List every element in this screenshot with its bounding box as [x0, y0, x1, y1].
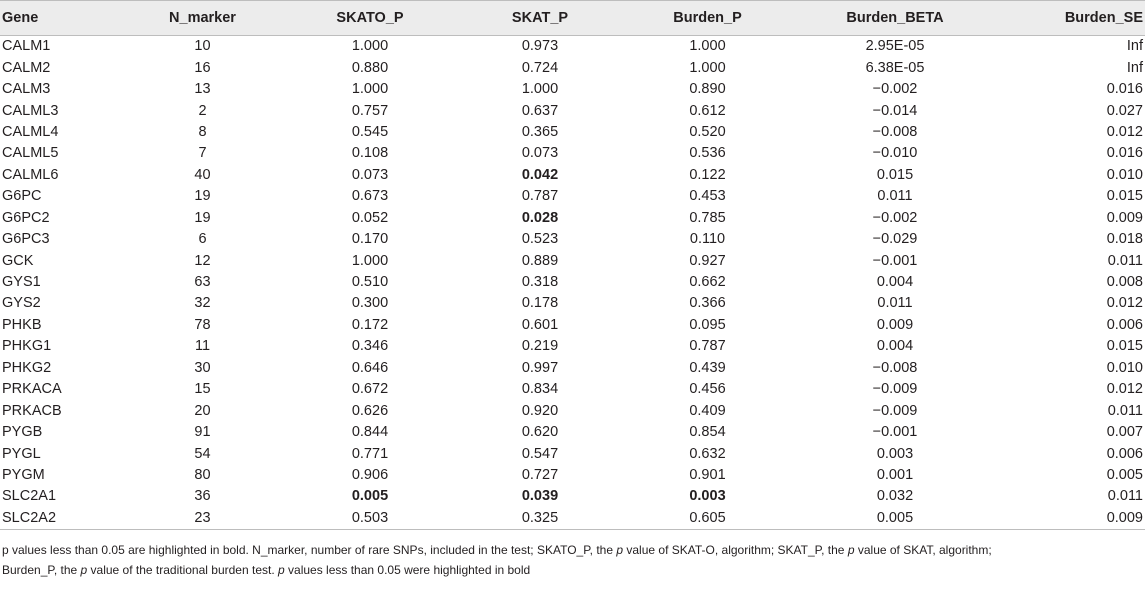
- cell-burden-se: 0.015: [1106, 188, 1143, 205]
- cell-skato-p: 1.000: [351, 38, 389, 55]
- table-row: [0, 336, 1145, 357]
- footnote-text-3: value of SKAT, algorithm;: [854, 543, 992, 557]
- cell-n-marker: 30: [194, 359, 211, 376]
- cell-skat-p: 0.318: [521, 274, 559, 291]
- table-row: [0, 186, 1145, 207]
- cell-skato-p: 0.346: [351, 338, 389, 355]
- cell-burden-beta: 0.003: [876, 445, 914, 462]
- footnote-p-italic-1: p: [616, 543, 624, 557]
- column-header-n-marker: N_marker: [120, 1, 285, 36]
- column-header-burden-beta: Burden_BETA: [790, 1, 1000, 36]
- cell-skato-p: 0.510: [351, 274, 389, 291]
- cell-burden-beta: 0.004: [876, 338, 914, 355]
- cell-burden-beta: 2.95E-05: [865, 38, 925, 55]
- cell-skato-p: 0.108: [351, 145, 389, 162]
- cell-skat-p: 0.920: [521, 402, 559, 419]
- cell-skat-p: 0.637: [521, 102, 559, 119]
- cell-burden-beta: 0.001: [876, 466, 914, 483]
- cell-burden-se: Inf: [1126, 59, 1143, 76]
- cell-n-marker: 36: [194, 488, 211, 505]
- cell-gene: CALM3: [2, 81, 51, 98]
- cell-n-marker: 13: [194, 81, 211, 98]
- cell-burden-se: 0.011: [1107, 488, 1143, 505]
- cell-burden-se: 0.010: [1106, 166, 1143, 183]
- cell-skato-p: 0.073: [351, 166, 389, 183]
- cell-skat-p: 0.620: [521, 424, 559, 441]
- cell-gene: CALML6: [2, 166, 59, 183]
- cell-gene: CALML4: [2, 123, 59, 140]
- cell-burden-p: 0.453: [689, 188, 726, 205]
- table-row: [0, 379, 1145, 400]
- cell-skat-p: 0.973: [521, 38, 559, 55]
- cell-burden-se: 0.012: [1106, 123, 1143, 140]
- table-row: [0, 400, 1145, 421]
- cell-n-marker: 19: [194, 188, 211, 205]
- cell-burden-se: 0.016: [1106, 145, 1143, 162]
- cell-n-marker: 2: [198, 102, 207, 119]
- cell-burden-se: 0.009: [1000, 508, 1145, 530]
- cell-n-marker: 8: [198, 123, 207, 140]
- table-body: [0, 36, 1145, 530]
- cell-skat-p: 0.889: [521, 252, 559, 269]
- cell-gene: G6PC2: [2, 209, 50, 226]
- cell-skato-p: 0.052: [351, 209, 389, 226]
- cell-burden-beta: 0.004: [876, 274, 914, 291]
- cell-gene: PRKACA: [2, 381, 62, 398]
- cell-gene: CALM2: [2, 59, 51, 76]
- cell-burden-se: 0.006: [1106, 445, 1143, 462]
- cell-burden-beta: −0.009: [872, 381, 918, 398]
- cell-n-marker: 40: [194, 166, 211, 183]
- cell-skato-p: 1.000: [351, 81, 389, 98]
- cell-skat-p: 0.178: [521, 295, 559, 312]
- cell-gene: PYGB: [2, 424, 43, 441]
- cell-burden-se: 0.009: [1106, 209, 1143, 226]
- cell-skato-p: 0.673: [351, 188, 389, 205]
- cell-gene: PHKB: [2, 316, 42, 333]
- column-header-skat-p: SKAT_P: [455, 1, 625, 36]
- cell-burden-beta: 0.032: [876, 488, 914, 505]
- cell-burden-beta: −0.008: [872, 123, 918, 140]
- cell-burden-p: 0.890: [689, 81, 726, 98]
- footnote-p-italic-3: p: [80, 563, 88, 577]
- cell-burden-se: 0.005: [1106, 466, 1143, 483]
- cell-skato-p: 0.771: [351, 445, 389, 462]
- cell-burden-se: 0.018: [1106, 231, 1143, 248]
- cell-burden-beta: −0.001: [872, 424, 918, 441]
- cell-burden-p: 0.662: [689, 274, 726, 291]
- cell-burden-se: 0.010: [1106, 359, 1143, 376]
- cell-skat-p: 0.523: [521, 231, 559, 248]
- cell-skat-p: 0.727: [521, 466, 559, 483]
- cell-skat-p: 0.601: [521, 316, 559, 333]
- column-header-gene: Gene: [0, 1, 120, 36]
- table-footnote: [2, 540, 1142, 580]
- cell-skato-p: 0.626: [351, 402, 389, 419]
- cell-burden-p: 0.612: [689, 102, 726, 119]
- cell-burden-se: 0.012: [1106, 381, 1143, 398]
- cell-gene: GCK: [2, 252, 34, 269]
- cell-n-marker: 80: [194, 466, 211, 483]
- cell-burden-se: 0.011: [1107, 252, 1143, 269]
- table-row: [0, 358, 1145, 379]
- cell-skato-p: 0.300: [351, 295, 389, 312]
- cell-burden-se: 0.016: [1106, 81, 1143, 98]
- footnote-text-4: Burden_P, the: [2, 563, 81, 577]
- cell-skat-p: 0.073: [521, 145, 559, 162]
- cell-skat-p: 0.365: [521, 123, 559, 140]
- footnote-text-5: value of the traditional burden test.: [87, 563, 278, 577]
- cell-burden-beta: −0.002: [872, 81, 918, 98]
- cell-burden-p: 0.605: [625, 508, 790, 530]
- table-row: [0, 465, 1145, 486]
- table-header-row: [0, 1, 1145, 36]
- cell-burden-se: 0.012: [1106, 295, 1143, 312]
- cell-skat-p: 0.219: [521, 338, 559, 355]
- cell-burden-beta: −0.029: [872, 231, 918, 248]
- table-row: [0, 208, 1145, 229]
- cell-n-marker: 23: [120, 508, 285, 530]
- footnote-text-6: values less than 0.05 were highlighted in bold: [284, 563, 531, 577]
- cell-burden-p: 0.122: [689, 166, 726, 183]
- cell-burden-beta: −0.002: [872, 209, 918, 226]
- cell-gene: PYGM: [2, 466, 45, 483]
- column-header-burden-p: Burden_P: [625, 1, 790, 36]
- cell-skat-p: 0.028: [521, 209, 559, 226]
- footnote-p-italic-2: p: [847, 543, 855, 557]
- cell-burden-beta: 6.38E-05: [865, 59, 925, 76]
- cell-burden-p: 0.901: [689, 466, 726, 483]
- cell-burden-p: 1.000: [689, 59, 726, 76]
- cell-skato-p: 0.170: [351, 231, 389, 248]
- cell-n-marker: 16: [194, 59, 211, 76]
- table-row: [0, 486, 1145, 507]
- table-row: [0, 122, 1145, 143]
- cell-skat-p: 0.042: [521, 166, 559, 183]
- cell-burden-p: 0.110: [689, 231, 726, 248]
- cell-burden-se: 0.006: [1106, 316, 1143, 333]
- cell-n-marker: 78: [194, 316, 211, 333]
- cell-n-marker: 54: [194, 445, 211, 462]
- cell-n-marker: 7: [198, 145, 207, 162]
- cell-skato-p: 0.844: [351, 424, 389, 441]
- cell-burden-beta: 0.011: [877, 295, 913, 312]
- column-header-skato-p: SKATO_P: [285, 1, 455, 36]
- cell-gene: PRKACB: [2, 402, 62, 419]
- footnote-text-2: value of SKAT-O, algorithm; SKAT_P, the: [623, 543, 848, 557]
- cell-burden-p: 0.456: [689, 381, 726, 398]
- cell-burden-p: 0.785: [689, 209, 726, 226]
- cell-burden-beta: 0.011: [877, 188, 913, 205]
- table-row: [0, 143, 1145, 164]
- cell-skato-p: 0.906: [351, 466, 389, 483]
- cell-skat-p: 0.787: [521, 188, 559, 205]
- cell-gene: GYS1: [2, 274, 41, 291]
- footnote-p-italic-4: p: [278, 563, 285, 577]
- cell-skato-p: 0.005: [351, 488, 389, 505]
- table-row: [0, 250, 1145, 271]
- cell-skato-p: 0.757: [351, 102, 389, 119]
- cell-burden-p: 0.003: [689, 488, 726, 505]
- cell-burden-p: 1.000: [689, 38, 726, 55]
- cell-burden-beta: −0.001: [872, 252, 918, 269]
- cell-burden-beta: −0.008: [872, 359, 918, 376]
- cell-burden-se: 0.015: [1106, 338, 1143, 355]
- cell-burden-beta: −0.010: [872, 145, 918, 162]
- cell-gene: PHKG2: [2, 359, 52, 376]
- cell-burden-p: 0.366: [689, 295, 726, 312]
- cell-skat-p: 0.997: [521, 359, 559, 376]
- table-row: [0, 443, 1145, 464]
- table-row: [0, 79, 1145, 100]
- cell-burden-se: 0.027: [1106, 102, 1143, 119]
- cell-skat-p: 0.834: [521, 381, 559, 398]
- table-row: [0, 508, 1145, 530]
- cell-n-marker: 11: [194, 338, 211, 355]
- table-row: [0, 57, 1145, 78]
- cell-skato-p: 0.672: [351, 381, 389, 398]
- cell-gene: CALML3: [2, 102, 59, 119]
- cell-burden-p: 0.927: [689, 252, 726, 269]
- cell-burden-p: 0.095: [689, 316, 726, 333]
- cell-gene: CALM1: [2, 38, 51, 55]
- table-row: [0, 272, 1145, 293]
- cell-skat-p: 0.724: [521, 59, 559, 76]
- table-row: [0, 315, 1145, 336]
- table-row: [0, 229, 1145, 250]
- cell-burden-p: 0.632: [689, 445, 726, 462]
- cell-n-marker: 63: [194, 274, 211, 291]
- cell-skat-p: 0.039: [521, 488, 559, 505]
- cell-skato-p: 0.172: [351, 316, 389, 333]
- cell-gene: G6PC: [2, 188, 42, 205]
- cell-burden-beta: −0.014: [872, 102, 918, 119]
- cell-burden-p: 0.520: [689, 123, 726, 140]
- cell-burden-se: 0.007: [1106, 424, 1143, 441]
- cell-n-marker: 32: [194, 295, 211, 312]
- cell-burden-beta: 0.015: [876, 166, 914, 183]
- cell-burden-p: 0.439: [689, 359, 726, 376]
- cell-burden-beta: −0.009: [872, 402, 918, 419]
- cell-skato-p: 0.646: [351, 359, 389, 376]
- cell-skato-p: 0.880: [351, 59, 389, 76]
- table-row: [0, 100, 1145, 121]
- cell-n-marker: 12: [194, 252, 211, 269]
- table-row: [0, 36, 1145, 58]
- cell-burden-se: Inf: [1126, 38, 1143, 55]
- cell-burden-beta: 0.005: [790, 508, 1000, 530]
- cell-burden-se: 0.008: [1106, 274, 1143, 291]
- cell-gene: GYS2: [2, 295, 41, 312]
- cell-gene: CALML5: [2, 145, 59, 162]
- cell-burden-p: 0.787: [689, 338, 726, 355]
- table-row: [0, 165, 1145, 186]
- cell-n-marker: 91: [194, 424, 211, 441]
- cell-skato-p: 0.503: [285, 508, 455, 530]
- cell-burden-se: 0.011: [1107, 402, 1143, 419]
- cell-burden-p: 0.536: [689, 145, 726, 162]
- cell-burden-p: 0.854: [689, 424, 726, 441]
- cell-n-marker: 20: [194, 402, 211, 419]
- cell-skat-p: 0.547: [521, 445, 559, 462]
- table-row: [0, 422, 1145, 443]
- cell-gene: SLC2A1: [2, 488, 57, 505]
- cell-n-marker: 15: [194, 381, 211, 398]
- cell-burden-beta: 0.009: [876, 316, 914, 333]
- cell-burden-p: 0.409: [689, 402, 726, 419]
- cell-n-marker: 6: [198, 231, 207, 248]
- cell-n-marker: 19: [194, 209, 211, 226]
- cell-gene: SLC2A2: [0, 508, 120, 530]
- cell-skato-p: 1.000: [351, 252, 389, 269]
- cell-gene: PHKG1: [2, 338, 52, 355]
- footnote-text-1: p values less than 0.05 are highlighted in bold. N_marker, number of rare SNPs, included in the test; SKATO_P, the: [2, 543, 617, 557]
- cell-skat-p: 0.325: [455, 508, 625, 530]
- table-row: [0, 293, 1145, 314]
- cell-gene: PYGL: [2, 445, 41, 462]
- cell-n-marker: 10: [194, 38, 211, 55]
- cell-skato-p: 0.545: [351, 123, 389, 140]
- cell-skat-p: 1.000: [521, 81, 559, 98]
- column-header-burden-se: Burden_SE: [1000, 1, 1145, 36]
- cell-gene: G6PC3: [2, 231, 50, 248]
